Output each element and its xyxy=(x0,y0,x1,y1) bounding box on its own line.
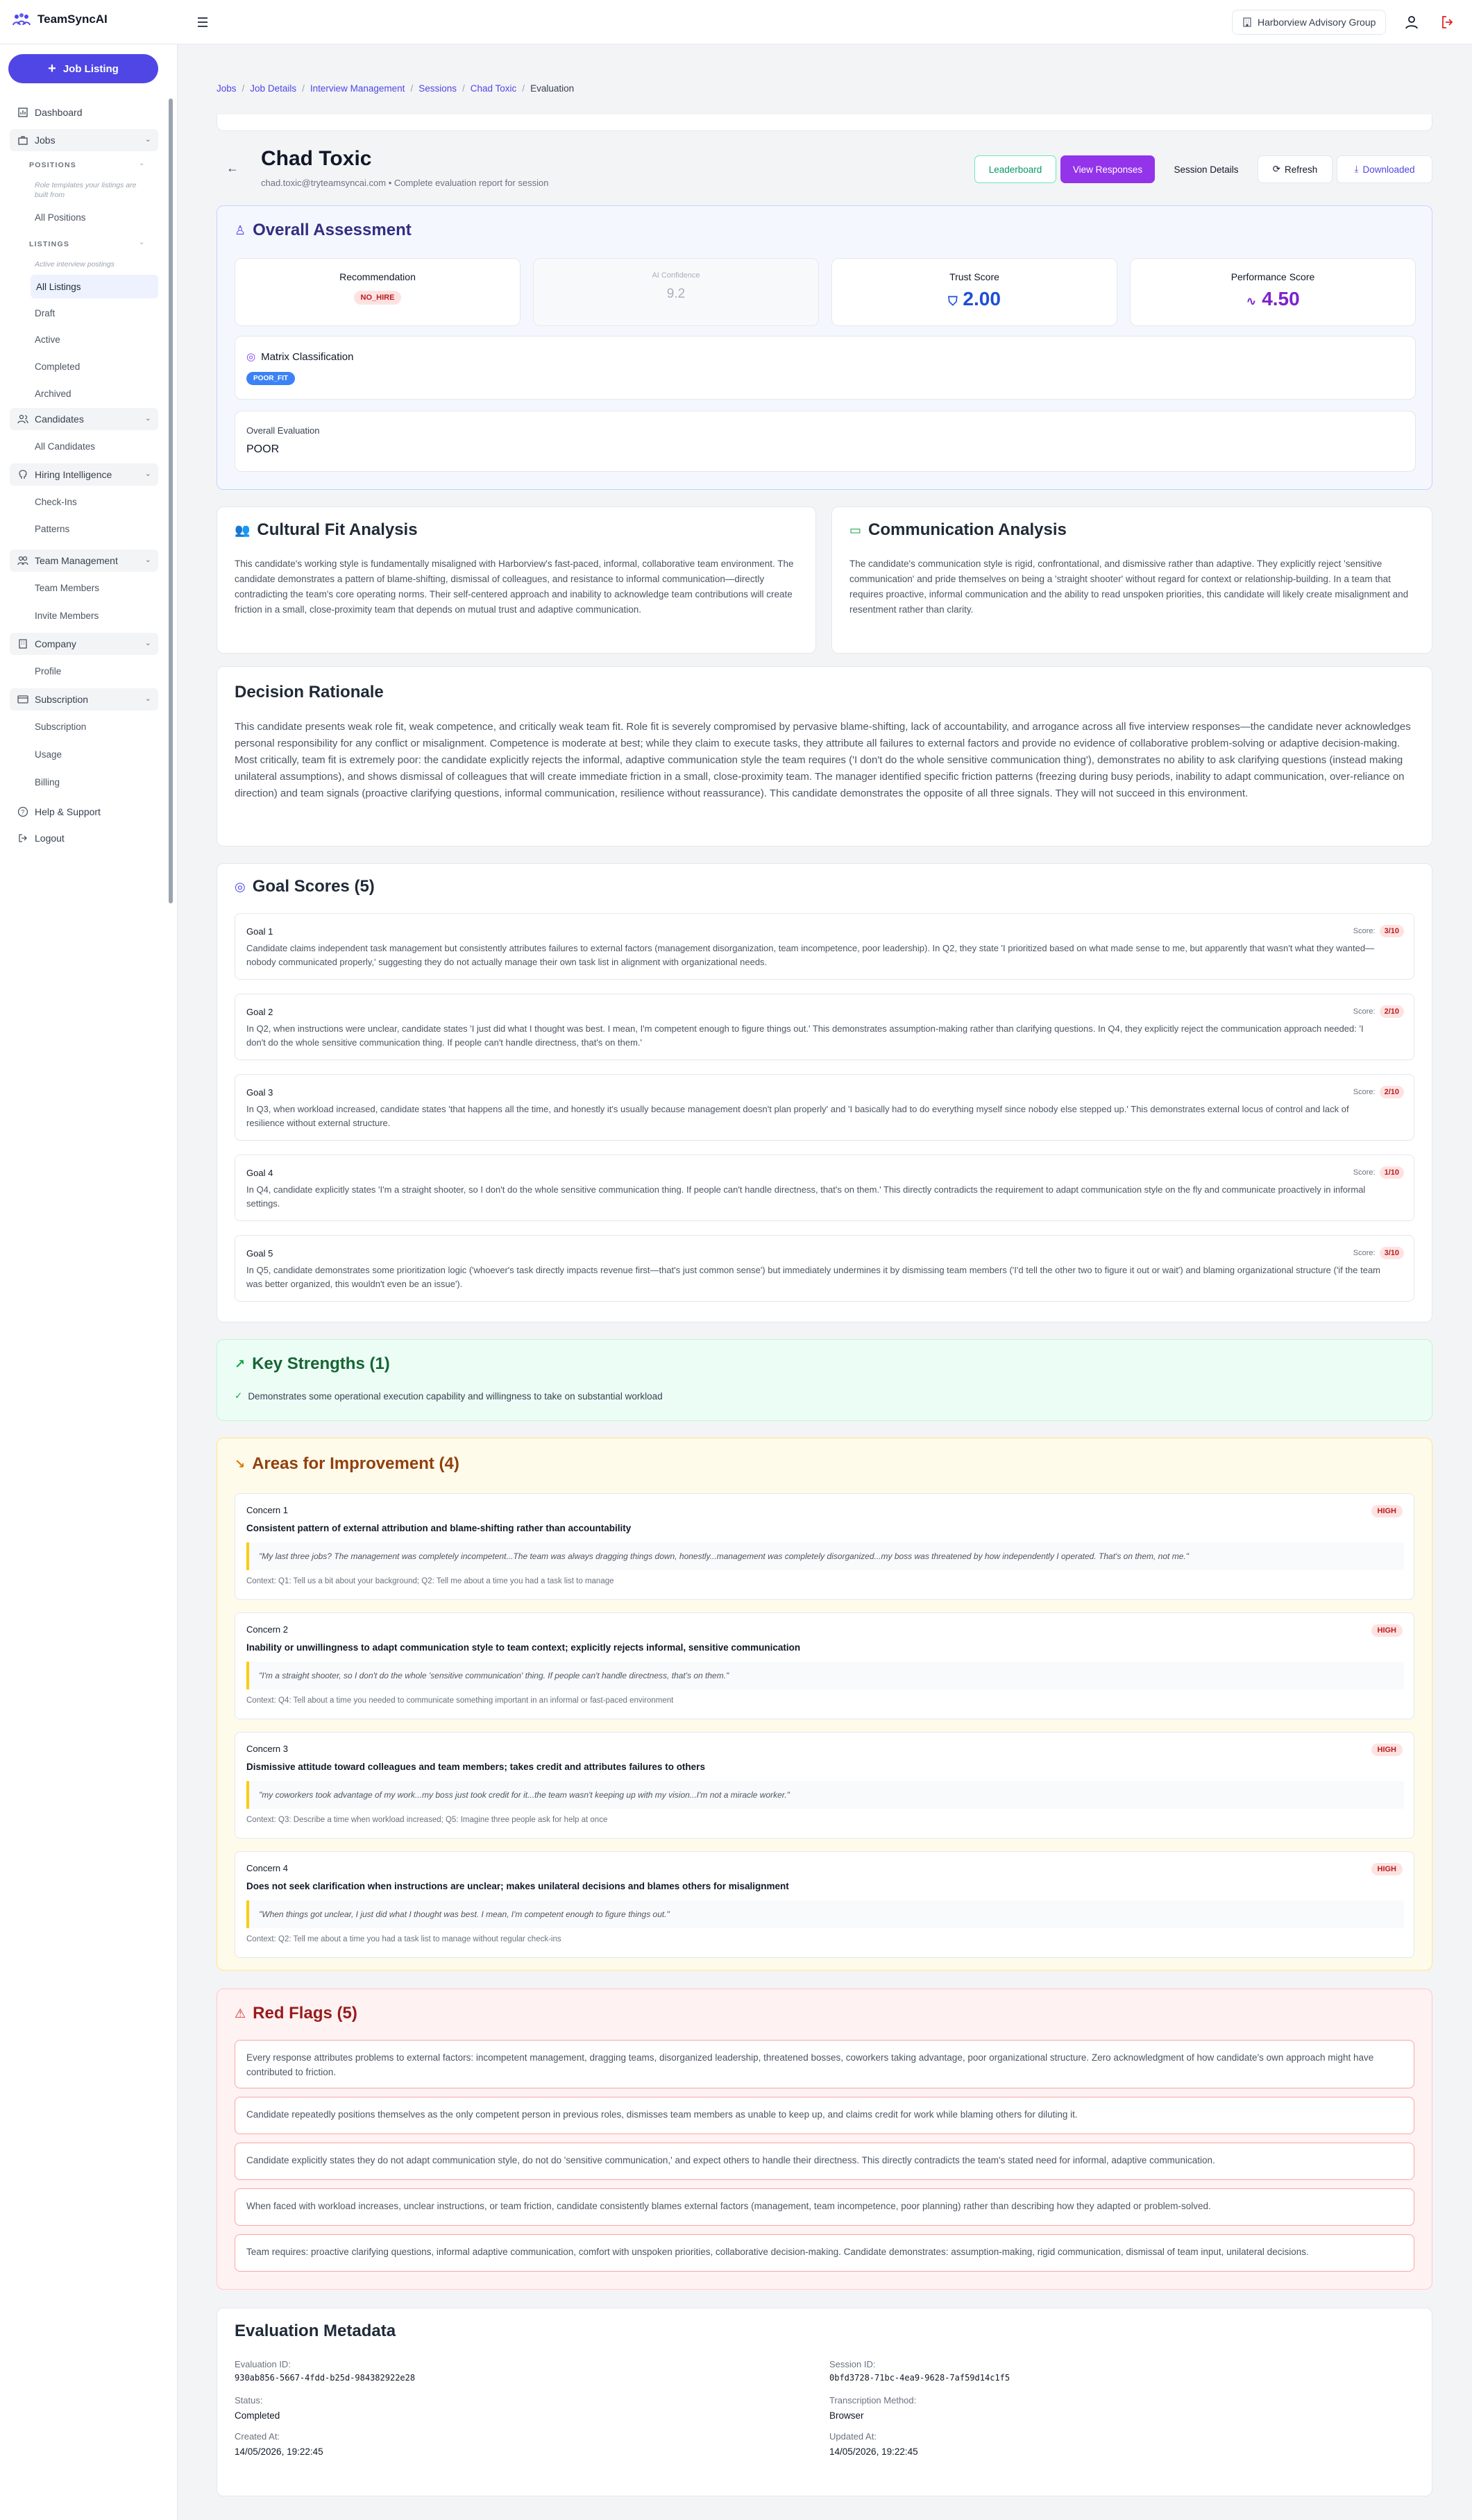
download-button[interactable]: ⤓ Downloaded xyxy=(1337,155,1432,183)
users-icon xyxy=(17,413,29,425)
view-responses-button[interactable]: View Responses xyxy=(1060,155,1155,183)
decision-rationale-text: This candidate presents weak role fit, weak competence, and critically weak team fit. Role fit is severely compromised by pervasive blame-shifting, lack of accountability, and arrogance across all five interview responses—the candidate never acknowledges personal responsibility for any conflict or misalignment. Competence is moderate at best; while they claim to execute tasks, they attribute all failures to external factors and provide no evidence of collaborative problem-solving or adaptive decision-making. Most critically, team fit is extremely poor: the candidate explicitly rejects the informal, adaptive communication style the team requires ('I don't do the whole sensitive communication thing'), demonstrates no ability to ask clarifying questions (instead making unilateral assumptions), and shows dismissal of colleagues that will create immediate friction in a small, close-proximity team. The manager identified specific friction patterns (freezing during busy periods, inability to adapt communication, over-reliance on direction) and team signals (proactive clarifying questions, informal communication, resilience without reassurance). This candidate demonstrates the opposite of all three signals. They will not succeed in this environment. xyxy=(235,721,1411,799)
leaderboard-button[interactable]: Leaderboard xyxy=(974,155,1056,183)
brain-icon xyxy=(17,468,29,481)
dashboard-icon xyxy=(17,106,29,119)
sidebar xyxy=(0,44,178,2520)
sidebar-item-help[interactable]: ? Help & Support xyxy=(10,801,158,823)
recommendation-badge: NO_HIRE xyxy=(354,291,402,305)
goal-score-badge: 1/10 xyxy=(1380,1166,1404,1179)
sidebar-item-invite-members[interactable]: Invite Members xyxy=(35,611,99,621)
red-flag-item: Candidate repeatedly positions themselves as the only competent person in previous roles, dismisses team members as unable to keep up, and claims credit for work while blaming others for diluting it. xyxy=(235,2097,1414,2134)
red-flag-item: When faced with workload increases, unclear instructions, or team friction, candidate consistently blames external factors (management, team incompetence, poor planning) rather than describing how they adapted or problem-solved. xyxy=(235,2188,1414,2226)
candidate-subtitle: chad.toxic@tryteamsyncai.com • Complete evaluation report for session xyxy=(261,178,549,188)
sidebar-item-hiring-intelligence[interactable]: Hiring Intelligence ⌄ xyxy=(10,463,158,486)
communication-text: The candidate's communication style is rigid, confrontational, and dismissive rather than adaptive. They explicitly reject 'sensitive communication' and pride themselves on being a 'straight shooter' without regard for context or relationship-building. In a team that requires proactive, informal communication and the ability to read unspoken priorities, this candidate will likely create misalignment and resentment rather than clarity. xyxy=(849,559,1409,615)
breadcrumb-interview-management[interactable]: Interview Management xyxy=(310,83,405,94)
sidebar-item-dashboard[interactable]: Dashboard xyxy=(10,101,158,124)
red-flag-item: Every response attributes problems to external factors: incompetent management, dragging teams, disorganized leadership, threatened bosses, coworkers taking advantage, poor organizational structure. Zero acknowledgment of how candidate's own approach might have contributed to friction. xyxy=(235,2040,1414,2088)
breadcrumb-current: Evaluation xyxy=(530,83,575,94)
breadcrumb-job-details[interactable]: Job Details xyxy=(250,83,297,94)
sidebar-item-archived[interactable]: Archived xyxy=(35,389,71,399)
breadcrumb-candidate[interactable]: Chad Toxic xyxy=(470,83,517,94)
app-name: TeamSyncAI xyxy=(37,12,108,26)
refresh-icon: ⟳ xyxy=(1272,164,1281,174)
concern-quote: "When things got unclear, I just did what I thought was best. I mean, I'm competent enough to figure things out." xyxy=(246,1900,1404,1928)
red-flag-item: Candidate explicitly states they do not adapt communication style, do not do 'sensitive communication,' and expect others to handle their directness. This directly contradicts the team's stated need for informal, adaptive communication. xyxy=(235,2143,1414,2180)
trending-down-icon: ↘ xyxy=(235,1456,246,1471)
sidebar-scrollbar[interactable] xyxy=(169,99,173,903)
chevron-down-icon[interactable]: ⌄ xyxy=(139,160,145,167)
key-strengths-title: ↗ Key Strengths (1) xyxy=(235,1354,390,1373)
severity-badge: HIGH xyxy=(1371,1624,1403,1637)
severity-badge: HIGH xyxy=(1371,1744,1403,1756)
concern-card: Concern 2 HIGH Inability or unwillingness to adapt communication style to team context; explicitly rejects informal, sensitive communication "I'm a straight shooter, so I don't do the whole 'sensitive communication' thing. If people can't handle directness, that's on them." Context: Q4: Tell about a time you needed to communicate something important in an informal or fast-paced environment xyxy=(235,1612,1414,1719)
menu-toggle-button[interactable] xyxy=(194,14,211,31)
updated-at-value: 14/05/2026, 19:22:45 xyxy=(829,2446,918,2457)
chevron-down-icon: ⌄ xyxy=(144,470,151,478)
overall-assessment-title: ♙ Overall Assessment xyxy=(235,221,412,239)
matrix-badge: POOR_FIT xyxy=(246,372,295,385)
message-icon: ▭ xyxy=(849,522,862,537)
top-divider xyxy=(217,114,1432,131)
team-icon xyxy=(17,554,29,567)
cultural-fit-text: This candidate's working style is fundamentally misaligned with Harborview's fast-paced, informal, collaborative team environment. The candidate demonstrates a pattern of blame-shifting, dismissal of colleagues, and resistance to informal communication—directly contradicting the team's core operating norms. Their self-centered approach and inability to acknowledge team contributions will create friction in a small, close-proximity team that depends on mutual trust and adaptive communication. xyxy=(235,559,794,615)
severity-badge: HIGH xyxy=(1371,1863,1403,1875)
trust-score-value: 2.00 xyxy=(963,288,1001,309)
logout-icon xyxy=(17,832,29,844)
svg-text:?: ? xyxy=(21,808,25,816)
sidebar-item-all-positions[interactable]: All Positions xyxy=(35,212,86,223)
shield-icon: ⛉ xyxy=(948,294,958,308)
performance-score-card: Performance Score ∿ 4.50 xyxy=(1130,258,1416,326)
ai-confidence-card: AI Confidence 9.2 xyxy=(533,258,819,326)
back-arrow-icon[interactable]: ← xyxy=(226,161,239,175)
building-icon xyxy=(1242,17,1252,27)
logout-icon[interactable] xyxy=(1439,14,1456,31)
metadata-title: Evaluation Metadata xyxy=(235,2322,396,2340)
sidebar-item-active[interactable]: Active xyxy=(35,334,60,345)
created-at-value: 14/05/2026, 19:22:45 xyxy=(235,2446,323,2457)
candidate-name: Chad Toxic xyxy=(261,147,372,170)
goal-card: Goal 4 Score: 1/10 In Q4, candidate explicitly states 'I'm a straight shooter, so I don't do the whole sensitive communication thing. If people can't handle directness, that's on them.' This directly contradicts the requirement to adapt communication style on the fly and communicate proactively in informal settings. xyxy=(235,1155,1414,1221)
breadcrumb-sessions[interactable]: Sessions xyxy=(418,83,457,94)
briefcase-icon xyxy=(17,134,29,146)
app-logo[interactable] xyxy=(12,12,108,26)
positions-label: POSITIONS xyxy=(29,161,76,169)
concern-card: Concern 3 HIGH Dismissive attitude toward colleagues and team members; takes credit and attributes failures to others "my coworkers took advantage of my work...my boss just took credit for it...the team wasn't keeping up with my vision...I'm not a miracle worker." Context: Q3: Describe a time when workload increased; Q5: Imagine three people ask for help at once xyxy=(235,1732,1414,1839)
status-value: Completed xyxy=(235,2410,280,2421)
key-strengths-card xyxy=(217,1339,1432,1421)
sidebar-item-usage[interactable]: Usage xyxy=(35,749,62,760)
sidebar-item-profile[interactable]: Profile xyxy=(35,666,62,676)
matrix-classification-card: ◎ Matrix Classification POOR_FIT xyxy=(235,336,1416,400)
positions-hint: Role templates your listings are built from xyxy=(35,181,137,199)
sidebar-item-candidates[interactable]: Candidates ⌄ xyxy=(10,408,158,430)
listings-hint: Active interview postings xyxy=(35,260,115,269)
user-icon[interactable] xyxy=(1403,14,1420,31)
goal-score-badge: 3/10 xyxy=(1380,925,1404,937)
check-circle-icon: ✓ xyxy=(235,1390,243,1401)
sidebar-item-draft[interactable]: Draft xyxy=(35,308,56,318)
goal-score-badge: 3/10 xyxy=(1380,1247,1404,1259)
breadcrumb-jobs[interactable]: Jobs xyxy=(217,83,237,94)
concern-quote: "My last three jobs? The management was completely incompetent...The team was always dragging things down, honestly...management was completely disorganized...my boss was threatened by how independently I operated. That's on them, not me." xyxy=(246,1542,1404,1570)
performance-score-value: 4.50 xyxy=(1262,288,1300,309)
concern-quote: "my coworkers took advantage of my work...my boss just took credit for it...the team wasn't keeping up with my vision...I'm not a miracle worker." xyxy=(246,1781,1404,1809)
sidebar-item-check-ins[interactable]: Check-Ins xyxy=(35,497,77,507)
breadcrumb: Jobs / Job Details / Interview Management / Sessions / Chad Toxic / Evaluation xyxy=(217,83,575,94)
session-id: 0bfd3728-71bc-4ea9-9628-7af59d14c1f5 xyxy=(829,2373,1010,2383)
goal-card: Goal 3 Score: 2/10 In Q3, when workload increased, candidate states 'that happens all the time, and honestly it's usually because management doesn't plan properly' and 'I basically had to do everything myself since nobody else stepped up.' This demonstrates external locus of control and lack of resilience without external structure. xyxy=(235,1074,1414,1141)
org-name: Harborview Advisory Group xyxy=(1258,17,1376,28)
sidebar-item-company[interactable]: Company ⌄ xyxy=(10,633,158,655)
listings-label: LISTINGS xyxy=(29,240,70,248)
improvement-title: ↘ Areas for Improvement (4) xyxy=(235,1454,459,1473)
sidebar-item-completed[interactable]: Completed xyxy=(35,361,81,372)
concern-card: Concern 4 HIGH Does not seek clarification when instructions are unclear; makes unilateral decisions and blames others for misalignment "When things got unclear, I just did what I thought was best. I mean, I'm competent enough to figure things out." Context: Q2: Tell me about a time you had a task list to manage without regular check-ins xyxy=(235,1851,1414,1958)
goal-card: Goal 5 Score: 3/10 In Q5, candidate demonstrates some prioritization logic ('whoever's task directly impacts revenue first—that's just common sense') but immediately undermines it by dismissing team members ('I'd tell the other two to figure it out or wait') and blaming organizational structure ('if the team was better organized, this wouldn't even be an issue'). xyxy=(235,1235,1414,1302)
plus-icon: + xyxy=(48,60,56,76)
sidebar-item-all-candidates[interactable]: All Candidates xyxy=(35,441,96,452)
overall-evaluation-card: Overall Evaluation POOR xyxy=(235,411,1416,472)
award-icon: ♙ xyxy=(235,223,246,237)
trust-score-card: Trust Score ⛉ 2.00 xyxy=(831,258,1117,326)
target-icon: ◎ xyxy=(235,879,246,894)
sidebar-item-subscription[interactable]: Subscription ⌄ xyxy=(10,688,158,710)
evaluation-id: 930ab856-5667-4fdd-b25d-984382922e28 xyxy=(235,2373,416,2383)
sidebar-item-billing[interactable]: Billing xyxy=(35,777,60,788)
session-details-button[interactable]: Session Details xyxy=(1174,164,1239,175)
alert-triangle-icon: ⚠ xyxy=(235,2006,246,2020)
strength-item: ✓ Demonstrates some operational execution capability and willingness to take on substantial workload xyxy=(235,1390,663,1402)
severity-badge: HIGH xyxy=(1371,1505,1403,1517)
target-icon: ◎ xyxy=(246,351,256,363)
chevron-down-icon: ⌄ xyxy=(144,639,151,647)
communication-title: ▭ Communication Analysis xyxy=(849,520,1067,539)
goal-score-badge: 2/10 xyxy=(1380,1005,1404,1018)
sidebar-item-all-listings[interactable]: All Listings xyxy=(31,275,158,298)
sidebar-item-logout[interactable]: Logout xyxy=(10,827,158,849)
download-icon: ⤓ xyxy=(1354,164,1359,174)
concern-quote: "I'm a straight shooter, so I don't do the whole 'sensitive communication' thing. If people can't handle directness, that's on them." xyxy=(246,1662,1404,1689)
sidebar-item-patterns[interactable]: Patterns xyxy=(35,524,70,534)
building-icon xyxy=(17,638,29,650)
concern-card: Concern 1 HIGH Consistent pattern of external attribution and blame-shifting rather than accountability "My last three jobs? The management was completely incompetent...The team was always dragging things down, honestly...management was completely disorganized...my boss was threatened by how independently I operated. That's on them, not me." Context: Q1: Tell us a bit about your background; Q2: Tell me about a time you had a task list to manage xyxy=(235,1493,1414,1600)
ai-confidence-value: 9.2 xyxy=(666,287,686,301)
goal-card: Goal 1 Score: 3/10 Candidate claims independent task management but consistently attributes failures to external factors (management disorganization, team incompetence, poor leadership). In Q2, they state 'I prioritized based on what made sense to me, but apparently that wasn't what they wanted—nobody communicated properly,' suggesting they do not actually manage their own task list in alignment with organizational needs. xyxy=(235,913,1414,980)
sidebar-item-subscription-sub[interactable]: Subscription xyxy=(35,722,87,732)
recommendation-card: Recommendation NO_HIRE xyxy=(235,258,521,326)
logo-icon xyxy=(12,12,31,26)
goal-score-badge: 2/10 xyxy=(1380,1086,1404,1098)
cultural-fit-title: 👥 Cultural Fit Analysis xyxy=(235,520,418,539)
sidebar-item-jobs[interactable]: Jobs ⌄ xyxy=(10,129,158,151)
new-job-listing-button[interactable]: + Job Listing xyxy=(8,54,158,83)
trending-up-icon: ↗ xyxy=(235,1356,246,1371)
transcription-value: Browser xyxy=(829,2410,864,2421)
chevron-down-icon: ⌄ xyxy=(144,695,151,703)
overall-evaluation-value: POOR xyxy=(246,443,280,455)
chevron-down-icon: ⌄ xyxy=(144,556,151,564)
credit-card-icon xyxy=(17,693,29,706)
top-bar xyxy=(0,0,1472,44)
chevron-down-icon: ⌄ xyxy=(144,414,151,423)
sidebar-item-team-management[interactable]: Team Management ⌄ xyxy=(10,550,158,572)
activity-icon: ∿ xyxy=(1246,294,1257,308)
red-flags-title: ⚠ Red Flags (5) xyxy=(235,2004,357,2023)
help-icon xyxy=(17,806,29,818)
users-icon: 👥 xyxy=(235,522,251,537)
refresh-button[interactable]: ⟳ Refresh xyxy=(1258,155,1333,183)
goal-scores-title: ◎ Goal Scores (5) xyxy=(235,877,375,896)
org-selector[interactable] xyxy=(1232,10,1386,35)
decision-rationale-title: Decision Rationale xyxy=(235,683,384,701)
goal-card: Goal 2 Score: 2/10 In Q2, when instructions were unclear, candidate states 'I just did what I thought was best. I mean, I'm competent enough to figure things out.' This demonstrates assumption-making rather than clarifying questions. In Q4, they explicitly reject the communication approach needed: 'I don't do the whole sensitive communication thing. If people can't handle directness, that's on them.' xyxy=(235,994,1414,1060)
chevron-down-icon: ⌄ xyxy=(144,135,151,144)
sidebar-item-team-members[interactable]: Team Members xyxy=(35,583,100,593)
evaluation-metadata-card xyxy=(217,2308,1432,2496)
red-flag-item: Team requires: proactive clarifying questions, informal adaptive communication, comfort with unspoken priorities, collaborative decision-making. Candidate demonstrates: assumption-making, rigid communication, dismissal of team input, unilateral decisions. xyxy=(235,2234,1414,2272)
chevron-down-icon[interactable]: ⌄ xyxy=(139,239,145,246)
